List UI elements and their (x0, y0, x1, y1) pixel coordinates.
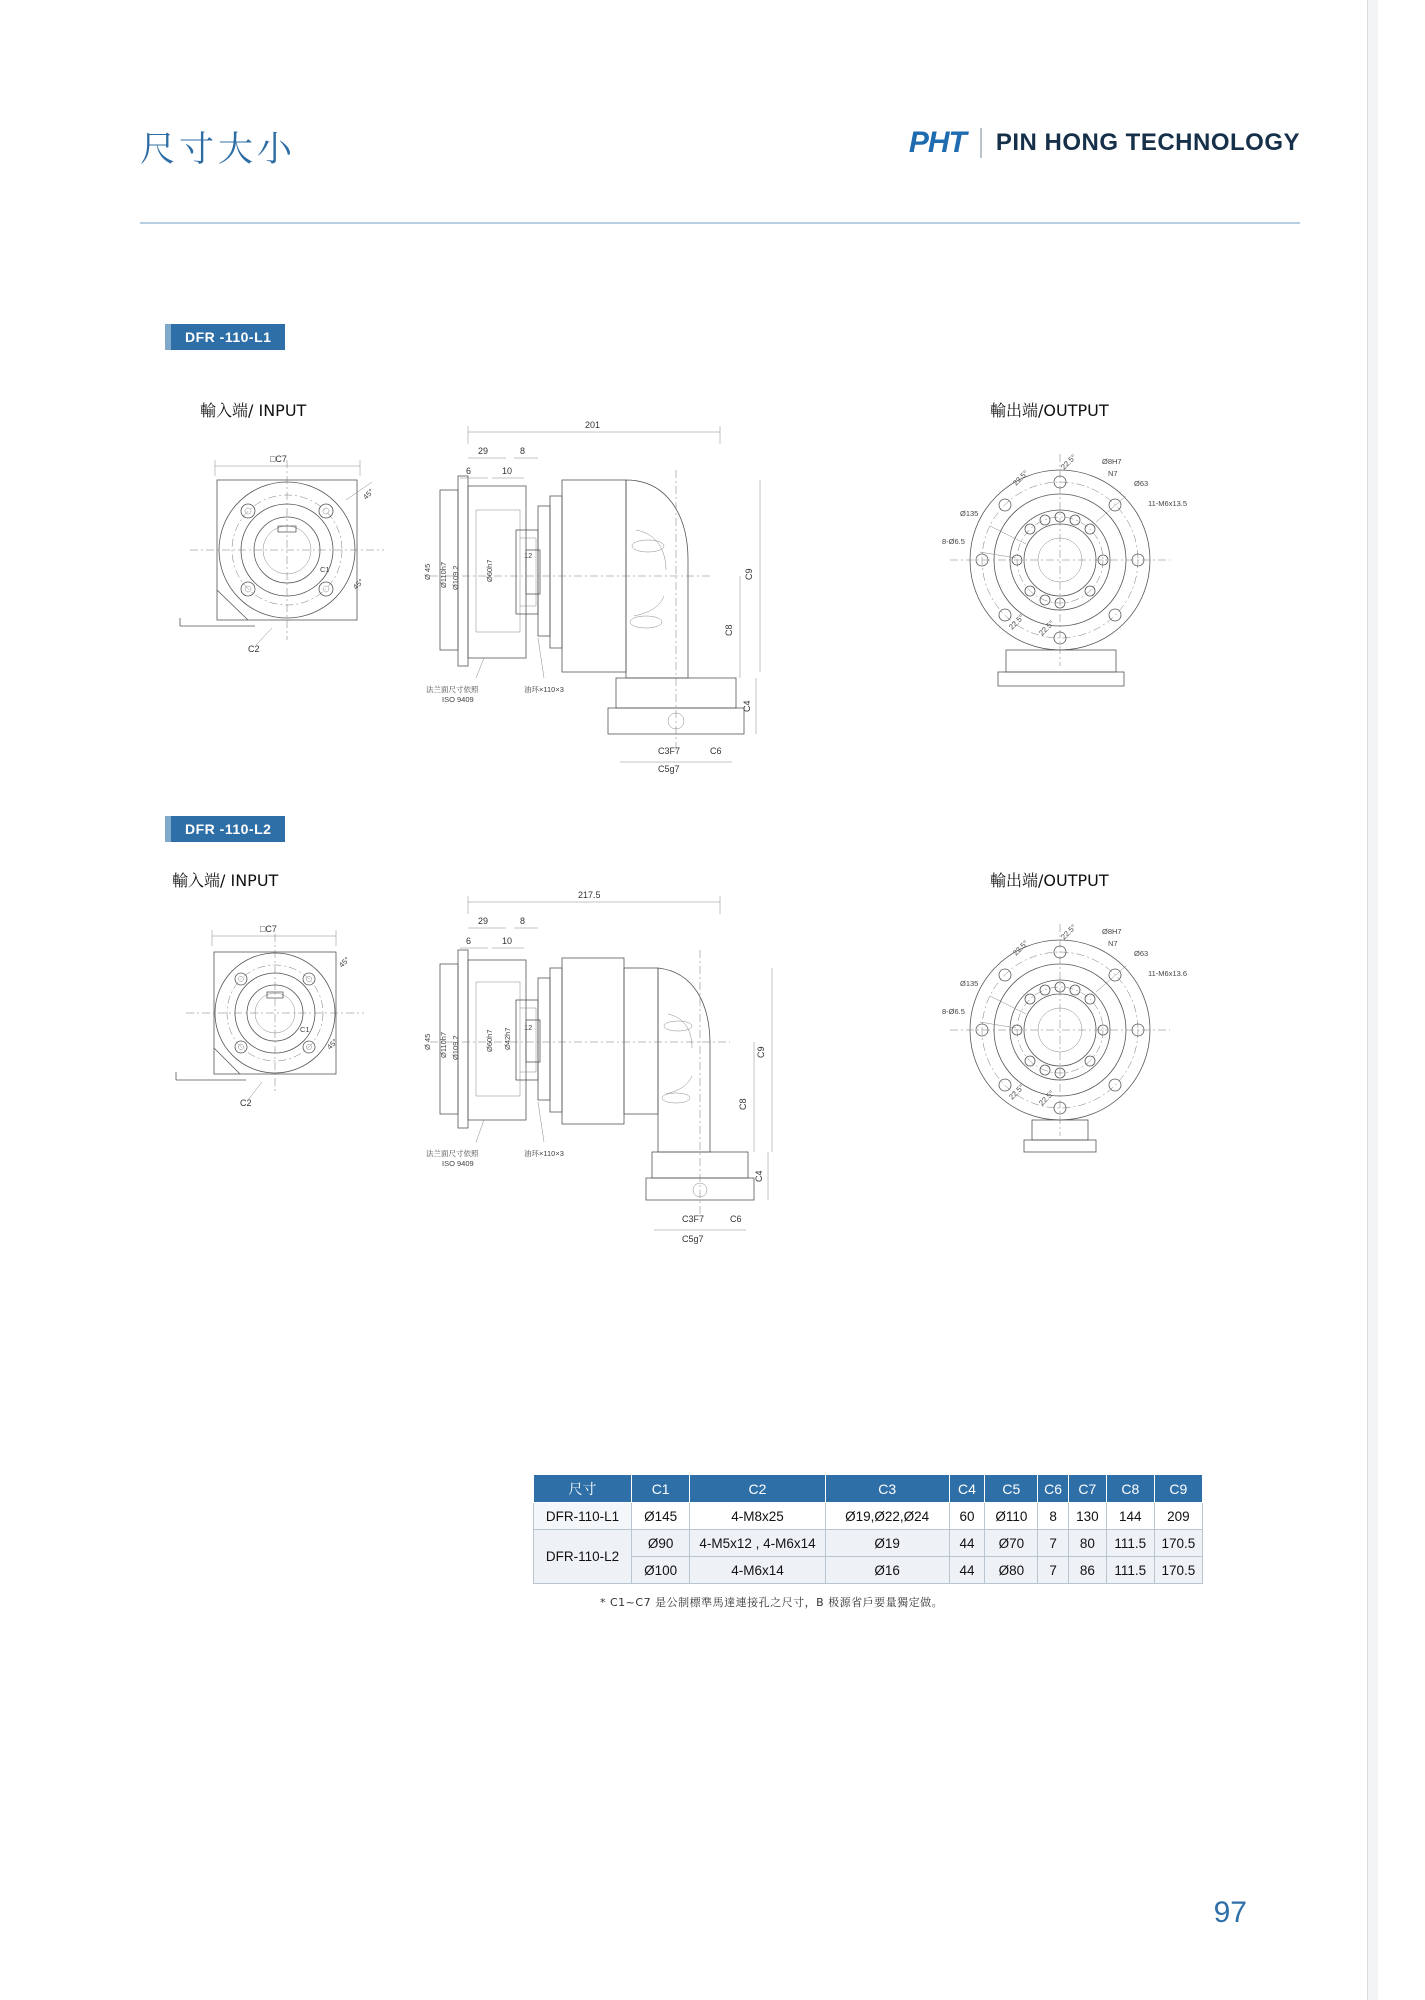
svg-text:Ø42h7: Ø42h7 (503, 1027, 512, 1050)
svg-text:22.5°: 22.5° (1037, 618, 1056, 638)
output-flange-drawing-l1 (920, 440, 1200, 690)
svg-text:Ø63: Ø63 (1134, 479, 1149, 488)
svg-text:N7: N7 (1108, 469, 1118, 478)
cell-c7: 86 (1068, 1557, 1106, 1584)
svg-text:22.5°: 22.5° (1007, 612, 1026, 632)
svg-text:C8: C8 (738, 1098, 748, 1110)
svg-text:□C7: □C7 (270, 454, 287, 464)
cell-c8: 111.5 (1106, 1557, 1154, 1584)
cell-c6: 8 (1038, 1503, 1068, 1530)
svg-text:Ø8H7: Ø8H7 (1102, 927, 1122, 936)
cell-c5: Ø110 (985, 1503, 1038, 1530)
svg-text:10: 10 (502, 936, 513, 946)
cell-c1: Ø90 (631, 1530, 689, 1557)
section-view-drawing-l1 (420, 410, 880, 810)
svg-text:油环×110×3: 油环×110×3 (524, 685, 564, 694)
svg-text:12: 12 (524, 551, 533, 560)
cell-c8: 111.5 (1106, 1530, 1154, 1557)
cell-c4: 44 (949, 1530, 985, 1557)
input-flange-drawing-l1 (160, 440, 410, 680)
svg-text:C1: C1 (300, 1025, 310, 1034)
table-row (534, 1557, 1203, 1584)
svg-text:C1: C1 (320, 565, 330, 574)
th-c2: C2 (690, 1475, 825, 1503)
table-row (534, 1530, 1203, 1557)
cell-c1: Ø100 (631, 1557, 689, 1584)
input-label-l2: 輸入端/ INPUT (172, 871, 279, 890)
input-flange-drawing-l2 (150, 910, 400, 1140)
model-tag-l2: DFR -110-L2 (165, 816, 285, 842)
th-c9: C9 (1154, 1475, 1202, 1503)
cell-c7: 80 (1068, 1530, 1106, 1557)
svg-text:Ø60h7: Ø60h7 (485, 1029, 494, 1052)
svg-text:217.5: 217.5 (578, 890, 601, 900)
svg-text:Ø109.2: Ø109.2 (451, 1035, 460, 1060)
cell-c2: 4-M8x25 (690, 1503, 825, 1530)
svg-text:22.5°: 22.5° (1059, 922, 1078, 942)
page-title: 尺寸大小 (140, 130, 297, 170)
svg-text:Ø135: Ø135 (960, 509, 979, 518)
svg-text:C2: C2 (248, 644, 260, 654)
output-flange-drawing-l2 (920, 910, 1200, 1160)
cell-c3: Ø16 (825, 1557, 949, 1584)
page-edge-decoration (1367, 0, 1425, 2000)
svg-text:ISO 9409: ISO 9409 (442, 1159, 474, 1168)
svg-text:29: 29 (478, 446, 489, 456)
cell-c3: Ø19 (825, 1530, 949, 1557)
svg-text:45°: 45° (361, 487, 376, 502)
table-footnote: * C1~C7 是公制標準馬達連接孔之尺寸，B 极源省戶要量獨定做。 (600, 1596, 944, 1609)
output-label-l2: 輸出端/OUTPUT (990, 871, 1109, 890)
svg-text:201: 201 (585, 420, 601, 430)
svg-text:22.5°: 22.5° (1037, 1088, 1056, 1108)
svg-text:10: 10 (502, 466, 513, 476)
svg-text:11-M6x13.5: 11-M6x13.5 (1148, 499, 1188, 508)
svg-text:法兰面尺寸依照: 法兰面尺寸依照 (426, 1149, 479, 1158)
dimension-table-wrapper (533, 1474, 1203, 1584)
svg-text:油环×110×3: 油环×110×3 (524, 1149, 564, 1158)
svg-text:Ø110h7: Ø110h7 (439, 561, 448, 588)
th-c1: C1 (631, 1475, 689, 1503)
cell-c5: Ø70 (985, 1530, 1038, 1557)
svg-text:45°: 45° (351, 577, 366, 592)
th-c8: C8 (1106, 1475, 1154, 1503)
svg-text:Ø135: Ø135 (960, 979, 979, 988)
svg-text:Ø63: Ø63 (1134, 949, 1149, 958)
svg-text:22.5°: 22.5° (1007, 1082, 1026, 1102)
svg-text:Ø8H7: Ø8H7 (1102, 457, 1122, 466)
page-header (140, 112, 1300, 202)
th-c5: C5 (985, 1475, 1038, 1503)
section-view-drawing-l2 (420, 880, 880, 1280)
output-label-l1: 輸出端/OUTPUT (990, 401, 1109, 420)
svg-text:8: 8 (520, 916, 526, 926)
header-divider (140, 222, 1300, 224)
input-label-l1: 輸入端/ INPUT (200, 401, 307, 420)
cell-c6: 7 (1038, 1530, 1068, 1557)
svg-text:C3F7: C3F7 (682, 1214, 705, 1224)
cell-c9: 170.5 (1154, 1530, 1202, 1557)
svg-text:8: 8 (520, 446, 526, 456)
svg-text:C3F7: C3F7 (658, 746, 681, 756)
svg-text:ISO 9409: ISO 9409 (442, 695, 474, 704)
cell-c1: Ø145 (631, 1503, 689, 1530)
svg-text:法兰面尺寸依照: 法兰面尺寸依照 (426, 685, 479, 694)
cell-c2: 4-M6x14 (690, 1557, 825, 1584)
page-number: 97 (1213, 1896, 1247, 1929)
svg-text:6: 6 (466, 936, 472, 946)
svg-text:Ø60h7: Ø60h7 (485, 559, 494, 582)
cell-c4: 44 (949, 1557, 985, 1584)
svg-text:C2: C2 (240, 1098, 252, 1108)
svg-text:22.5°: 22.5° (1059, 452, 1078, 472)
svg-text:C8: C8 (724, 624, 734, 636)
cell-c4: 60 (949, 1503, 985, 1530)
svg-text:C9: C9 (744, 568, 754, 580)
svg-text:45°: 45° (325, 1037, 340, 1052)
dimension-table (533, 1474, 1203, 1584)
cell-c5: Ø80 (985, 1557, 1038, 1584)
svg-text:Ø110h7: Ø110h7 (439, 1031, 448, 1058)
row-model-l1: DFR-110-L1 (534, 1503, 632, 1530)
model-tag-l1: DFR -110-L1 (165, 324, 285, 350)
brand-name: PIN HONG TECHNOLOGY (995, 129, 1300, 156)
cell-c7: 130 (1068, 1503, 1106, 1530)
th-size: 尺寸 (534, 1475, 632, 1503)
table-row (534, 1503, 1203, 1530)
svg-text:6: 6 (466, 466, 472, 476)
page-edge-strip (1368, 0, 1378, 2000)
svg-text:22.5°: 22.5° (1011, 938, 1030, 958)
svg-text:Ø109.2: Ø109.2 (451, 565, 460, 590)
cell-c9: 209 (1154, 1503, 1202, 1530)
brand-divider (980, 128, 982, 158)
brand-lockup (909, 126, 1300, 160)
svg-text:8-Ø6.5: 8-Ø6.5 (942, 1007, 965, 1016)
svg-text:Ø 45: Ø 45 (423, 563, 432, 580)
svg-text:Ø 45: Ø 45 (423, 1033, 432, 1050)
svg-text:11-M6x13.6: 11-M6x13.6 (1148, 969, 1188, 978)
row-model-l2: DFR-110-L2 (534, 1530, 632, 1584)
svg-text:8-Ø6.5: 8-Ø6.5 (942, 537, 965, 546)
th-c6: C6 (1038, 1475, 1068, 1503)
cell-c9: 170.5 (1154, 1557, 1202, 1584)
svg-text:29: 29 (478, 916, 489, 926)
svg-text:C6: C6 (730, 1214, 742, 1224)
svg-text:C6: C6 (710, 746, 722, 756)
svg-text:C5g7: C5g7 (658, 764, 680, 774)
svg-text:C4: C4 (754, 1170, 764, 1182)
cell-c6: 7 (1038, 1557, 1068, 1584)
cell-c3: Ø19,Ø22,Ø24 (825, 1503, 949, 1530)
th-c4: C4 (949, 1475, 985, 1503)
svg-text:45°: 45° (337, 955, 352, 970)
svg-text:□C7: □C7 (260, 924, 277, 934)
svg-text:C9: C9 (756, 1046, 766, 1058)
cell-c2: 4-M5x12 , 4-M6x14 (690, 1530, 825, 1557)
brand-logo: PHT (908, 126, 966, 159)
th-c3: C3 (825, 1475, 949, 1503)
table-header-row (534, 1475, 1203, 1503)
svg-text:12: 12 (524, 1023, 533, 1032)
svg-text:C5g7: C5g7 (682, 1234, 704, 1244)
svg-text:C4: C4 (742, 700, 752, 712)
svg-text:22.5°: 22.5° (1011, 468, 1030, 488)
th-c7: C7 (1068, 1475, 1106, 1503)
svg-text:N7: N7 (1108, 939, 1118, 948)
cell-c8: 144 (1106, 1503, 1154, 1530)
